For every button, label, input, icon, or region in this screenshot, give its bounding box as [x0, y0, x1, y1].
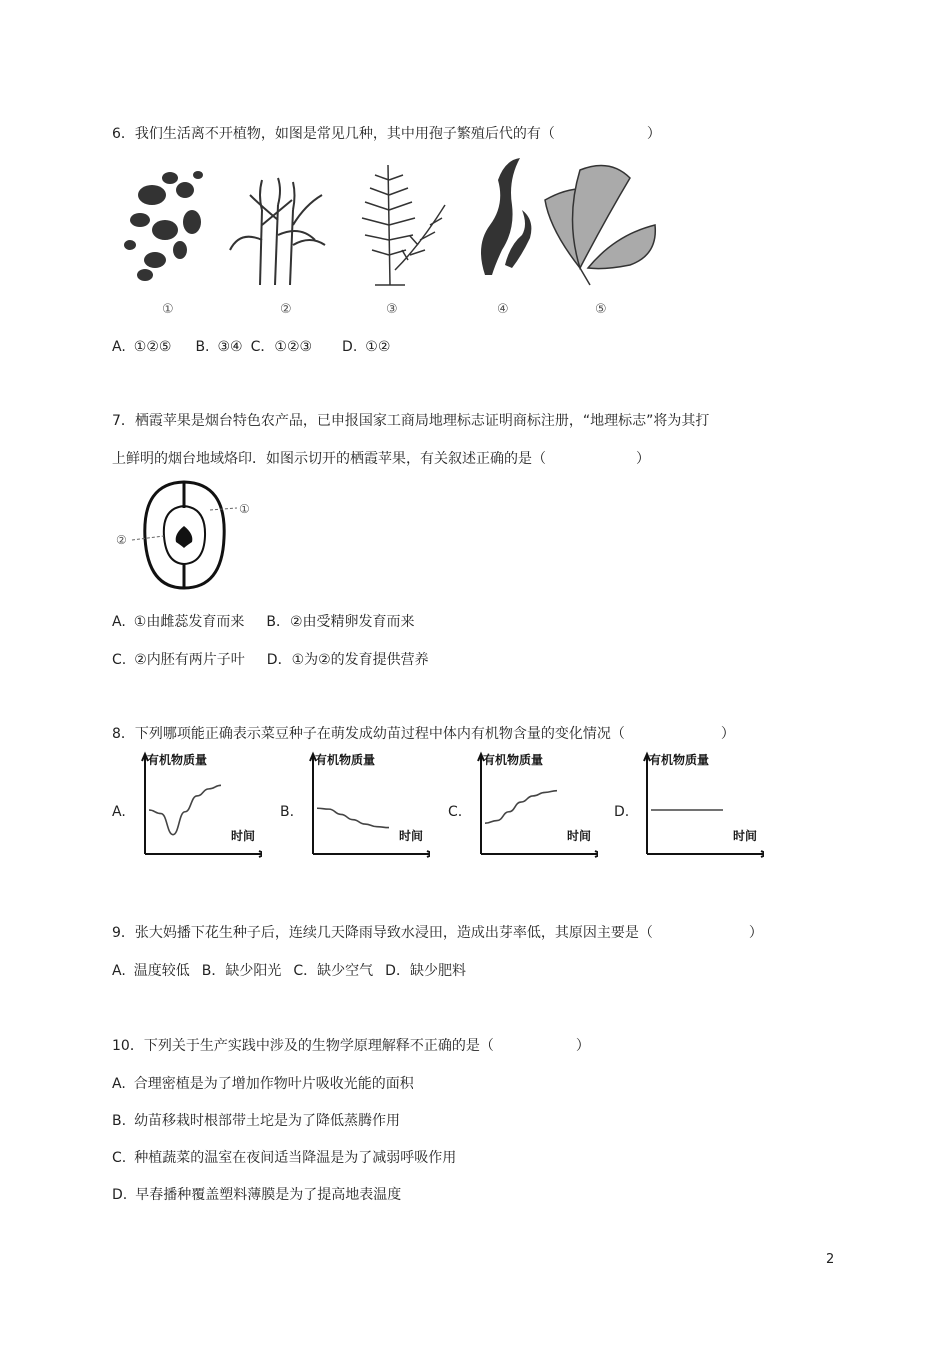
- q6-label-5: ⑤: [595, 302, 607, 317]
- q9-options: A. 温度较低 B．缺少阳光 C．缺少空气 D．缺少肥料: [112, 963, 466, 979]
- q6-figure: [110, 150, 670, 325]
- q8-y-label-0: 有机物质量: [147, 753, 208, 767]
- q8-curve-0: [149, 785, 221, 834]
- q8-x-axis-2: [481, 851, 598, 857]
- q8-y-axis-3: [644, 754, 650, 854]
- q7-label-2: ②: [116, 533, 127, 547]
- page-number: 2: [826, 1252, 835, 1267]
- q8-option-letter-1: B.: [280, 804, 295, 820]
- q6-options: A. ①②⑤ B. ③④ C．①②③ D. ①②: [112, 339, 391, 355]
- q6-label-1: ①: [162, 302, 174, 317]
- q6-stem: 6．我们生活离不开植物，如图是常见几种，其中用孢子繁殖后代的有（ ）: [112, 126, 661, 142]
- q9-stem: 9．张大妈播下花生种子后，连续几天降雨导致水浸田，造成出芽率低，其原因主要是（ ）: [112, 925, 763, 941]
- q7-stem-line2: 上鲜明的烟台地域烙印．如图示切开的栖霞苹果，有关叙述正确的是（ ）: [112, 451, 650, 467]
- q8-x-axis-1: [313, 851, 430, 857]
- q8-option-letter-2: C.: [448, 804, 463, 820]
- q6-label-3: ③: [386, 302, 398, 317]
- q8-y-label-3: 有机物质量: [649, 753, 710, 767]
- q8-x-label-2: 时间: [567, 829, 592, 843]
- q8-chart-2: [448, 748, 598, 860]
- q8-stem: 8．下列哪项能正确表示菜豆种子在萌发成幼苗过程中体内有机物含量的变化情况（ ）: [112, 726, 735, 742]
- q7-apple-figure: [112, 478, 262, 593]
- q8-option-letter-3: D.: [614, 804, 630, 820]
- q8-x-label-3: 时间: [733, 829, 758, 843]
- q8-x-label-0: 时间: [231, 829, 256, 843]
- q6-label-2: ②: [280, 302, 292, 317]
- q8-curve-1: [317, 808, 389, 827]
- q10-stem: 10．下列关于生产实践中涉及的生物学原理解释不正确的是（ ）: [112, 1038, 590, 1054]
- q10-option-c: C. 种植蔬菜的温室在夜间适当降温是为了减弱呼吸作用: [112, 1150, 457, 1166]
- q10-option-a: A. 合理密植是为了增加作物叶片吸收光能的面积: [112, 1076, 414, 1092]
- q8-chart-1: [280, 748, 430, 860]
- q7-stem-line1: 7．栖霞苹果是烟台特色农产品，已申报国家工商局地理标志证明商标注册，“地理标志”将为其打: [112, 413, 710, 429]
- q7-options-row2: C. ②内胚有两片子叶 D．①为②的发育提供营养: [112, 652, 429, 668]
- q8-y-axis-1: [310, 754, 316, 854]
- q8-x-label-1: 时间: [399, 829, 424, 843]
- q8-chart-0: [112, 748, 262, 860]
- q8-chart-3: [614, 748, 764, 860]
- q8-y-label-1: 有机物质量: [315, 753, 376, 767]
- q8-option-letter-0: A.: [112, 804, 126, 820]
- q8-x-axis-0: [145, 851, 262, 857]
- q8-y-axis-0: [142, 754, 148, 854]
- q10-option-b: B. 幼苗移栽时根部带土坨是为了降低蒸腾作用: [112, 1113, 401, 1129]
- q6-label-4: ④: [497, 302, 509, 317]
- q10-option-d: D. 早春播种覆盖塑料薄膜是为了提高地表温度: [112, 1187, 402, 1203]
- q8-x-axis-3: [647, 851, 764, 857]
- q8-curve-2: [485, 791, 557, 824]
- q7-label-1: ①: [239, 502, 250, 516]
- plant-3-image: [362, 165, 445, 285]
- plant-5-image: [545, 166, 655, 286]
- q8-y-label-2: 有机物质量: [483, 753, 544, 767]
- q7-options-row1: A. ①由雌蕊发育而来 B．②由受精卵发育而来: [112, 614, 415, 630]
- plant-1-image: [124, 171, 203, 281]
- q8-y-axis-2: [478, 754, 484, 854]
- plant-2-image: [230, 178, 325, 285]
- plant-4-image: [481, 158, 531, 275]
